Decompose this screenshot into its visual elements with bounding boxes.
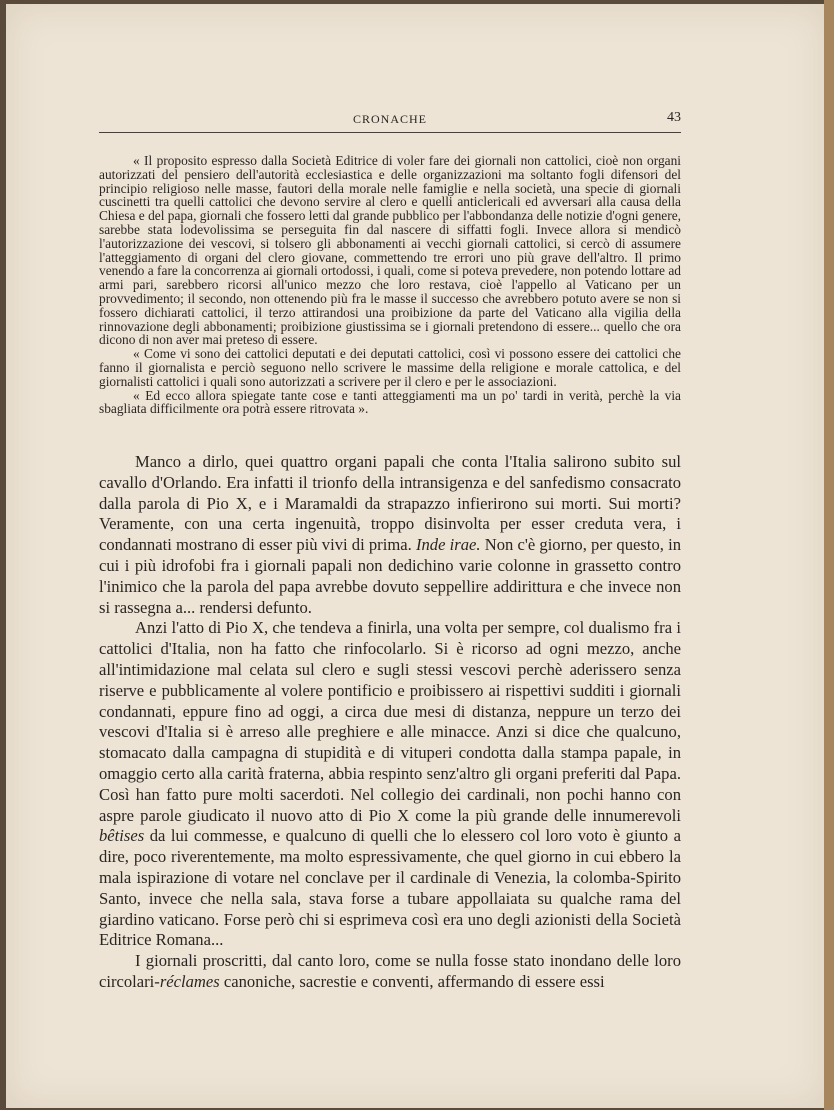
- text-run: canoniche, sacrestie e conventi, affermando di essere essi: [223, 971, 605, 991]
- body-paragraph: [99, 452, 681, 618]
- page-number: 43: [667, 110, 681, 125]
- italic-phrase: réclames: [159, 971, 220, 991]
- text-run: da lui commesse, e qualcuno di quelli che lo elessero col loro voto è giunto a dire, poco riverentemente, ma molto espressivamente, che quel giorno in cui ebbero la mala ispirazione di votare nel conclave per il cardinale di Venezia, la colomba-Spirito Santo, invece che nella sala, stava forse a tubare appollaiata su qualche rama del giardino vaticano. Forse però chi si esprimeva così era uno degli azionisti della Società Editrice Romana...: [99, 826, 681, 950]
- italic-phrase: Inde irae.: [415, 535, 481, 555]
- running-title: CRONACHE: [352, 112, 427, 126]
- body-paragraph: [99, 951, 681, 993]
- page-header: [99, 110, 681, 133]
- page-edge: [824, 0, 834, 1110]
- quote-paragraph: « Come vi sono dei cattolici deputati e dei deputati cattolici, così vi possono essere dei cattolici che fanno il giornalista e perciò seguono nello scrivere le massime della religione e morale cattolica, e del giornalisti cattolici i quali sono autorizzati a scrivere per il clero e per le associazioni.: [99, 346, 681, 389]
- text-run: Non c'è giorno, per questo, in cui i più idrofobi fra i giornali papali non dedichino varie colonne in grassetto contro l'inimico che la parola del papa avrebbe dovuto seppellire addirittura e che invece non si rassegna a... rendersi defunto.: [99, 535, 682, 617]
- text-run: I giornali proscritti, dal canto loro, come se nulla fosse stato inondano delle loro circolari-: [99, 951, 681, 991]
- book-page: [6, 4, 826, 1108]
- body-text: [99, 452, 681, 993]
- quote-paragraph: « Il proposito espresso dalla Società Editrice di voler fare dei giornali non cattolici, cioè non organi autorizzati del pensiero dell'autorità ecclesiastica e delle organizzazioni ma soltanto fogli difensori del principio religioso nelle masse, fautori della morale nelle famiglie e nella società, una specie di giornali cuscinetti tra quelli cattolici che devono servire al clero e quelli anticlericali ed avversari alla causa della Chiesa e del papa, giornali che fossero letti dal grande pubblico per l'abbondanza delle notizie d'ogni genere, sarebbe stata lodevolissima se perseguita fin dal nascere di siffatti fogli. Invece allora si mendicò l'autorizzazione dei vescovi, si tolsero gli abbonamenti ai vecchi giornali cattolici, si cercò di assumere l'atteggiamento di organi del clero giovane, commettendo tre errori uno più grave dell'altro. Il primo venendo a fare la concorrenza ai giornali ortodossi, i quali, come si poteva prevedere, non potendo lottare ad armi pari, sarebbero ricorsi all'unico mezzo che loro restava, cioè l'appello al Vaticano per un provvedimento; il secondo, non ottenendo più fra le masse il successo che avrebbero potuto avere se non si fossero dichiarati cattolici, il terzo attirandosi una proibizione da parte del Vaticano alla vigilia della rinnovazione degli abbonamenti; proibizione giustissima se i giornali pretendono di essere... quello che ora dicono di non aver mai preteso di essere.: [99, 153, 681, 348]
- text-run: Anzi l'atto di Pio X, che tendeva a finirla, una volta per sempre, col dualismo fra i cattolici d'Italia, non ha fatto che rinfocolarlo. Si è ricorso ad ogni mezzo, anche all'intimidazione mal celata sul clero e sugli stessi vescovi perchè aderissero senza riserve e pubblicamente al volere pontificio e proibissero ai rispettivi sudditi i giornali condannati, eppure fino ad oggi, a circa due mesi di distanza, neppure un terzo dei vescovi d'Italia si è arreso alle preghiere e alle minacce. Anzi si dice che qualcuno, stomacato dalla campagna di stupidità e di vituperi condotta dalla stampa papale, in omaggio certo alla carità fraterna, abbia respinto senz'altro gli organi preferiti dal Papa. Così han fatto pure molti sacerdoti. Nel collegio dei cardinali, non pochi hanno con aspre parole giudicato il nuovo atto di Pio X come la più grande delle innumerevoli: [99, 618, 681, 825]
- quoted-passage: [99, 154, 681, 416]
- text-run: Manco a dirlo, quei quattro organi papali che conta l'Italia salirono subito sul cavallo d'Orlando. Era infatti il trionfo della intransigenza e del sanfedismo consacrato dalla parola di Pio X, e i Maramaldi da strapazzo infierirono sui morti. Sui morti? Veramente, con una certa ingenuità, troppo disinvolta per esser creduta vera, i condannati mostrano di esser più vivi di prima.: [99, 452, 681, 555]
- body-paragraph: [99, 618, 681, 951]
- quote-paragraph: « Ed ecco allora spiegate tante cose e tanti atteggiamenti ma un po' tardi in verità, perchè la via sbagliata difficilmente ora potrà essere ritrovata ».: [99, 387, 681, 417]
- italic-phrase: bêtises: [99, 826, 145, 846]
